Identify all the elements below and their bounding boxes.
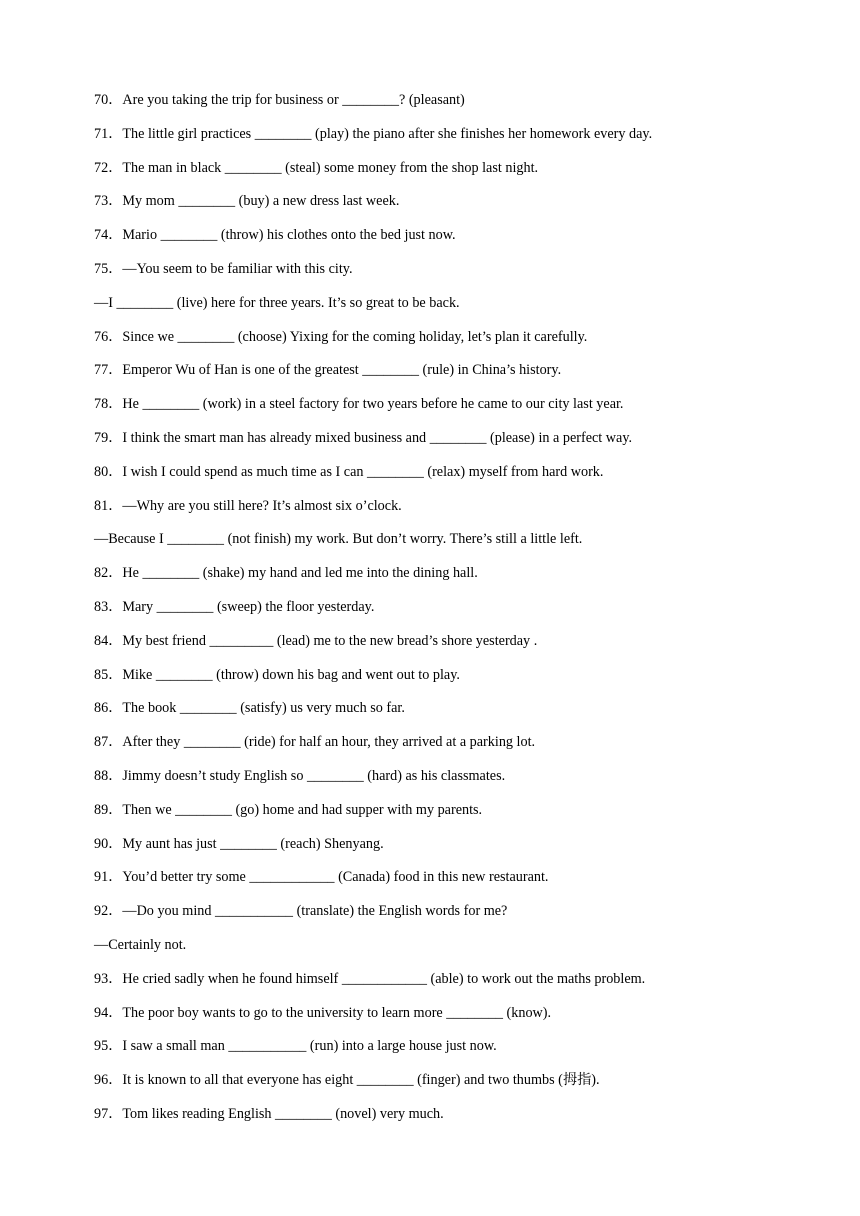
question-74: 74．Mario ________ (throw) his clothes onto the bed just now. [94, 227, 456, 244]
question-81: 81．—Why are you still here? It’s almost six o’clock. [94, 497, 402, 514]
question-76: 76．Since we ________ (choose) Yixing for the coming holiday, let’s plan it carefully. [94, 328, 588, 345]
question-91: 91．You’d better try some ____________ (Canada) food in this new restaurant. [94, 869, 549, 886]
question-97: 97．Tom likes reading English ________ (novel) very much. [94, 1105, 444, 1122]
question-96: 96．It is known to all that everyone has eight ________ (finger) and two thumbs (拇指). [94, 1072, 600, 1089]
question-79: 79．I think the smart man has already mixed business and ________ (please) in a perfect way. [94, 429, 633, 446]
question-80: 80．I wish I could spend as much time as I can ________ (relax) myself from hard work. [94, 463, 604, 480]
exercise-list [94, 89, 814, 1137]
question-82: 82．He ________ (shake) my hand and led me into the dining hall. [94, 565, 478, 582]
question-83: 83．Mary ________ (sweep) the floor yesterday. [94, 598, 375, 615]
question-94: 94．The poor boy wants to go to the university to learn more ________ (know). [94, 1004, 552, 1021]
question-72: 72．The man in black ________ (steal) some money from the shop last night. [94, 159, 539, 176]
question-84: 84．My best friend _________ (lead) me to the new bread’s shore yesterday . [94, 632, 538, 649]
question-92: 92．—Do you mind ___________ (translate) the English words for me? [94, 903, 508, 920]
question-87: 87．After they ________ (ride) for half an hour, they arrived at a parking lot. [94, 734, 536, 751]
question-95: 95．I saw a small man ___________ (run) into a large house just now. [94, 1038, 497, 1055]
question-70: 70．Are you taking the trip for business or ________? (pleasant) [94, 92, 465, 108]
question-75: 75．—You seem to be familiar with this city. [94, 260, 353, 277]
question-81-reply: —Because I ________ (not finish) my work. But don’t worry. There’s still a little left. [94, 531, 583, 548]
question-88: 88．Jimmy doesn’t study English so ________ (hard) as his classmates. [94, 767, 506, 784]
question-89: 89．Then we ________ (go) home and had supper with my parents. [94, 801, 483, 818]
question-78: 78．He ________ (work) in a steel factory for two years before he came to our city last year. [94, 396, 624, 413]
question-93: 93．He cried sadly when he found himself ____________ (able) to work out the maths problem. [94, 970, 646, 987]
question-92-reply: —Certainly not. [94, 936, 187, 953]
question-90: 90．My aunt has just ________ (reach) Shenyang. [94, 835, 384, 852]
question-73: 73．My mom ________ (buy) a new dress last week. [94, 193, 400, 210]
question-77: 77．Emperor Wu of Han is one of the greatest ________ (rule) in China’s history. [94, 362, 562, 379]
question-75-reply: —I ________ (live) here for three years. It’s so great to be back. [94, 294, 460, 311]
question-86: 86．The book ________ (satisfy) us very much so far. [94, 700, 405, 717]
question-85: 85．Mike ________ (throw) down his bag and went out to play. [94, 666, 460, 683]
question-71: 71．The little girl practices ________ (play) the piano after she finishes her homework every day. [94, 125, 653, 142]
